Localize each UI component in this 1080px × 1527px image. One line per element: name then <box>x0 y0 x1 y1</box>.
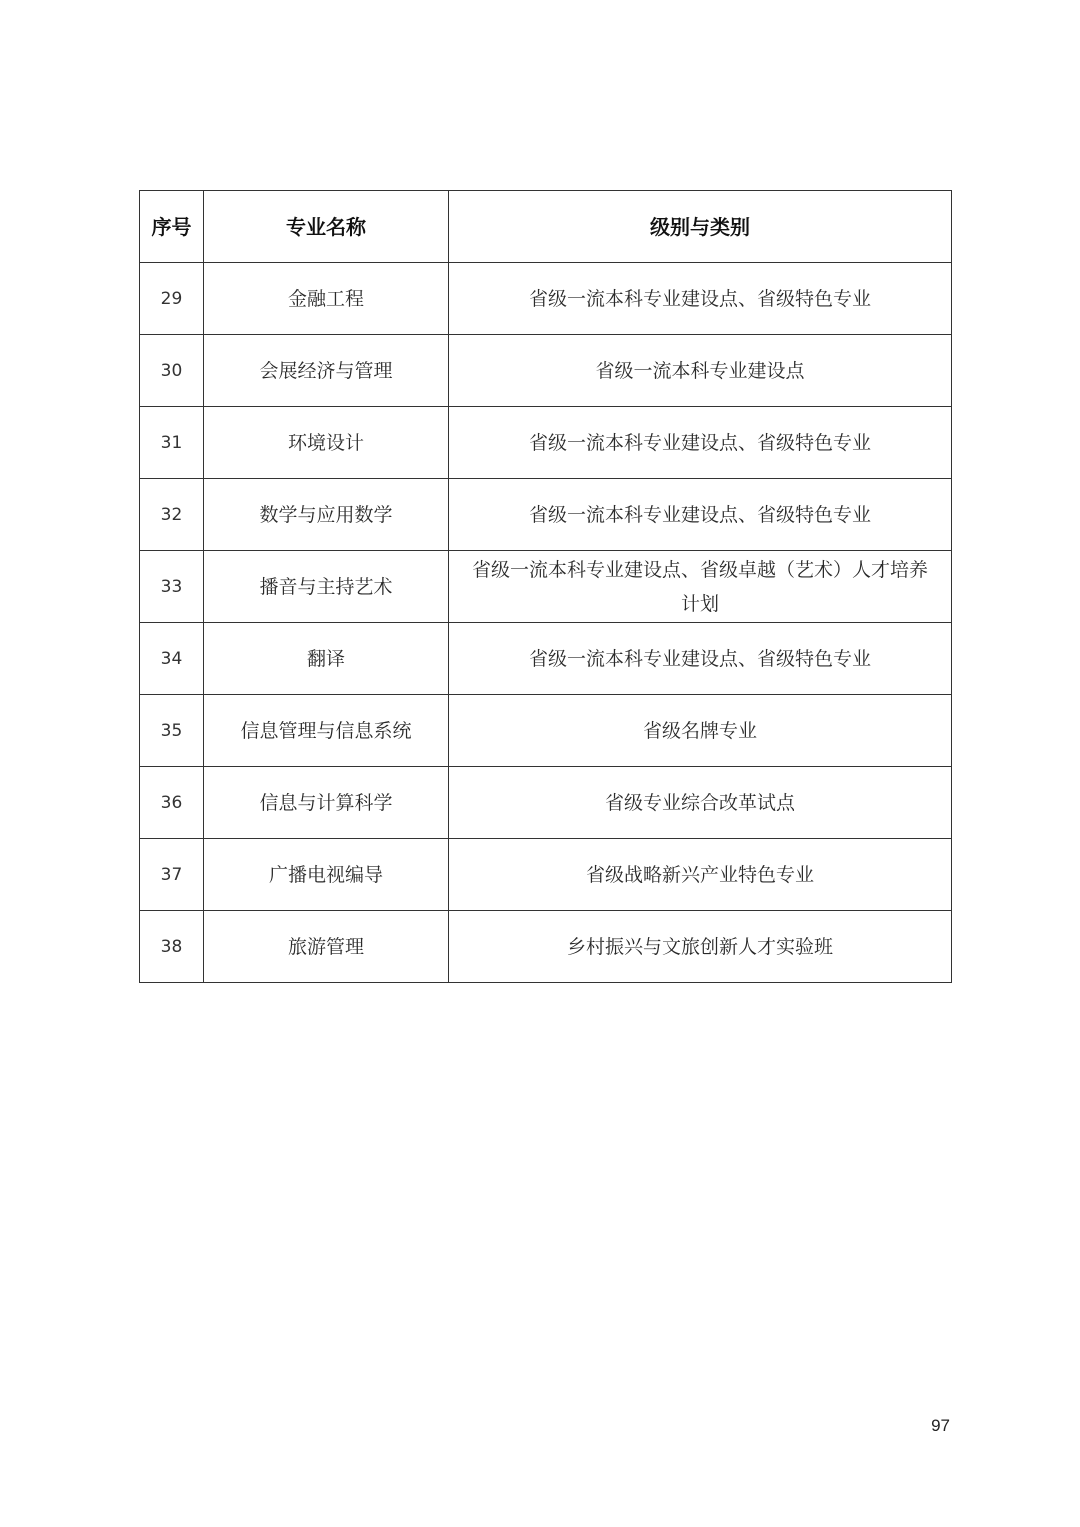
row-level-category: 省级专业综合改革试点 <box>449 767 952 839</box>
row-major-name: 信息与计算科学 <box>204 767 449 839</box>
row-number: 30 <box>140 335 204 407</box>
row-level-category: 省级一流本科专业建设点、省级卓越（艺术）人才培养计划 <box>449 551 952 623</box>
table-row <box>140 263 952 335</box>
row-major-name: 翻译 <box>204 623 449 695</box>
row-number: 34 <box>140 623 204 695</box>
header-number: 序号 <box>140 191 204 263</box>
row-major-name: 数学与应用数学 <box>204 479 449 551</box>
header-major-name: 专业名称 <box>204 191 449 263</box>
row-level-category: 省级战略新兴产业特色专业 <box>449 839 952 911</box>
majors-table <box>139 190 952 983</box>
row-level-category: 省级一流本科专业建设点、省级特色专业 <box>449 623 952 695</box>
header-level-category: 级别与类别 <box>449 191 952 263</box>
table-row <box>140 407 952 479</box>
row-major-name: 环境设计 <box>204 407 449 479</box>
row-major-name: 金融工程 <box>204 263 449 335</box>
row-number: 35 <box>140 695 204 767</box>
table-row <box>140 551 952 623</box>
table-row <box>140 695 952 767</box>
row-major-name: 会展经济与管理 <box>204 335 449 407</box>
row-number: 36 <box>140 767 204 839</box>
row-number: 37 <box>140 839 204 911</box>
table-header-row <box>140 191 952 263</box>
table-row <box>140 767 952 839</box>
row-level-category: 省级一流本科专业建设点、省级特色专业 <box>449 407 952 479</box>
page-number: 97 <box>931 1416 950 1435</box>
table-row <box>140 623 952 695</box>
row-level-category: 省级一流本科专业建设点、省级特色专业 <box>449 479 952 551</box>
row-major-name: 旅游管理 <box>204 911 449 983</box>
table-row <box>140 479 952 551</box>
row-level-category: 省级一流本科专业建设点、省级特色专业 <box>449 263 952 335</box>
row-level-category: 省级名牌专业 <box>449 695 952 767</box>
row-major-name: 广播电视编导 <box>204 839 449 911</box>
table-row <box>140 911 952 983</box>
table-row <box>140 335 952 407</box>
row-level-category: 省级一流本科专业建设点 <box>449 335 952 407</box>
row-number: 29 <box>140 263 204 335</box>
row-number: 31 <box>140 407 204 479</box>
row-major-name: 播音与主持艺术 <box>204 551 449 623</box>
row-number: 38 <box>140 911 204 983</box>
row-major-name: 信息管理与信息系统 <box>204 695 449 767</box>
row-number: 32 <box>140 479 204 551</box>
row-level-category: 乡村振兴与文旅创新人才实验班 <box>449 911 952 983</box>
row-number: 33 <box>140 551 204 623</box>
table-row <box>140 839 952 911</box>
